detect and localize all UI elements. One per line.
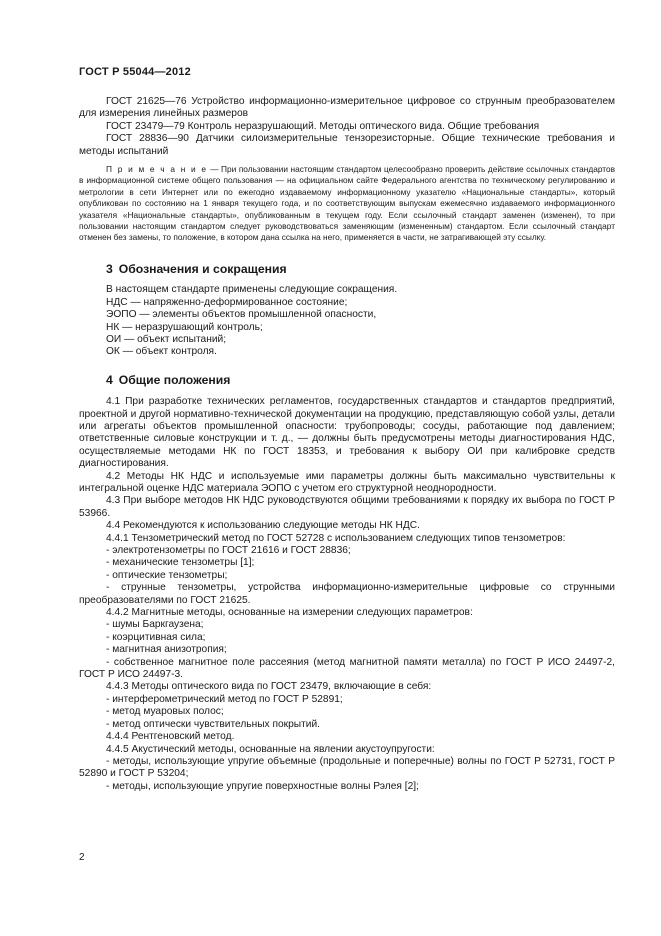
list-item: - струнные тензометры, устройства информационно-измерительные цифровые со струнными преобразователями по ГОСТ 21625. <box>79 582 615 606</box>
abbreviation-item: НК — неразрушающий контроль; <box>106 321 263 333</box>
section-3-intro: В настоящем стандарте применены следующие сокращения. <box>106 284 398 296</box>
clause-4-4: 4.4 Рекомендуются к использованию следующие методы НК НДС. <box>106 520 420 532</box>
page-number: 2 <box>79 852 85 863</box>
clause-4-4-5: 4.4.5 Акустический методы, основанные на явлении акустоупругости: <box>106 743 435 755</box>
list-item: - оптические тензометры; <box>106 569 228 581</box>
clause-4-4-2: 4.4.2 Магнитные методы, основанные на измерении следующих параметров: <box>106 607 473 619</box>
abbreviation-item: ОК — объект контроля. <box>106 346 217 358</box>
abbreviation-item: ЭОПО — элементы объектов промышленной опасности, <box>106 309 377 321</box>
clause-4-1: 4.1 При разработке технических регламентов, государственных стандартов и стандартов предприятий, проектной и другой нормативно-технической документации на продукцию, представляющую собой узлы, детали или агрегаты объектов промышленной опасности: трубопроводы; сосуды, работающие под давлением; ответственные силовые конструкции и т. д., — должны быть предусмотрены методы диагностирования НДС, осуществляемые методами НК по ГОСТ 18353, и требования к выбору ОИ при калибровке средств диагностирования. <box>79 396 615 470</box>
list-item: - метод муаровых полос; <box>106 706 224 718</box>
section-4-heading <box>79 374 615 386</box>
clause-4-4-3: 4.4.3 Методы оптического вида по ГОСТ 23479, включающие в себя: <box>106 681 432 693</box>
list-item: - механические тензометры [1]; <box>106 557 255 569</box>
section-3-title: Обозначения и сокращения <box>118 261 287 276</box>
list-item: - собственное магнитное поле рассеяния (метод магнитной памяти металла) по ГОСТ Р ИСО 24497-2, ГОСТ Р ИСО 24497-3. <box>79 656 615 681</box>
document-body <box>79 96 615 793</box>
reference-gost-23479: ГОСТ 23479—79 Контроль неразрушающий. Методы оптического вида. Общие требования <box>106 120 540 132</box>
reference-gost-28836: ГОСТ 28836—90 Датчики силоизмерительные тензорезисторные. Общие технические требования и методы испытаний <box>79 133 615 157</box>
list-item: - интерферометрический метод по ГОСТ Р 52891; <box>106 693 343 705</box>
clause-4-4-1: 4.4.1 Тензометрический метод по ГОСТ 52728 с использованием следующих типов тензометров: <box>106 532 566 544</box>
clause-4-4-4: 4.4.4 Рентгеновский метод. <box>106 731 235 743</box>
list-item: - методы, использующие упругие объемные (продольные и поперечные) волны по ГОСТ Р 52731, ГОСТ Р 52890 и ГОСТ Р 53204; <box>79 755 615 780</box>
document-header: ГОСТ Р 55044—2012 <box>79 66 191 78</box>
clause-4-2: 4.2 Методы НК НДС и используемые ими параметры должны быть максимально чувствительны к интегральной оценке НДС материала ЭОПО с учетом его структурной неоднородности. <box>79 470 615 494</box>
section-3-number: 3 <box>106 261 113 276</box>
note-text: — При пользовании настоящим стандартом целесообразно проверить действие ссылочных стандартов в информационной системе общего пользования — на официальном сайте Федерального агентства по техническому регулированию и метрологии в сети Интернет или по ежегодно издаваемому информационному указателю «Национальные стандарты», который опубликован по состоянию на 1 января текущего года, и по соответствующим выпускам ежемесячно издаваемого информационного указателя «Национальные стандарты», опубликованным в текущем году. Если ссылочный стандарт заменен (изменен), то при пользовании настоящим стандартом следует руководствоваться заменяющим (измененным) стандартом. Если ссылочный стандарт отменен без замены, то положение, в котором дана ссылка на него, применяется в части, не затрагивающей эту ссылку. <box>79 164 615 243</box>
list-item: - коэрцитивная сила; <box>106 631 206 643</box>
list-item: - электротензометры по ГОСТ 21616 и ГОСТ 28836; <box>106 545 351 556</box>
section-4-title: Общие положения <box>118 372 231 387</box>
note-label: П р и м е ч а н и е <box>106 164 208 175</box>
reference-gost-21625: ГОСТ 21625—76 Устройство информационно-измерительное цифровое со струнным преобразователем для измерения линейных размеров <box>79 96 615 120</box>
list-item: - шумы Баркгаузена; <box>106 619 204 631</box>
abbreviation-item: ОИ — объект испытаний; <box>106 333 227 345</box>
clause-4-3: 4.3 При выборе методов НК НДС руководствуются общими требованиями к порядку их выбора по ГОСТ Р 53966. <box>79 495 615 519</box>
abbreviation-item: НДС — напряженно-деформированное состояние; <box>106 296 348 308</box>
list-item: - метод оптически чувствительных покрытий. <box>106 718 320 730</box>
section-4-number: 4 <box>106 372 113 387</box>
section-3-heading <box>79 263 615 275</box>
list-item: - магнитная анизотропия; <box>106 644 227 656</box>
note-paragraph <box>79 164 615 244</box>
list-item: - методы, использующие упругие поверхностные волны Рэлея [2]; <box>106 780 419 792</box>
